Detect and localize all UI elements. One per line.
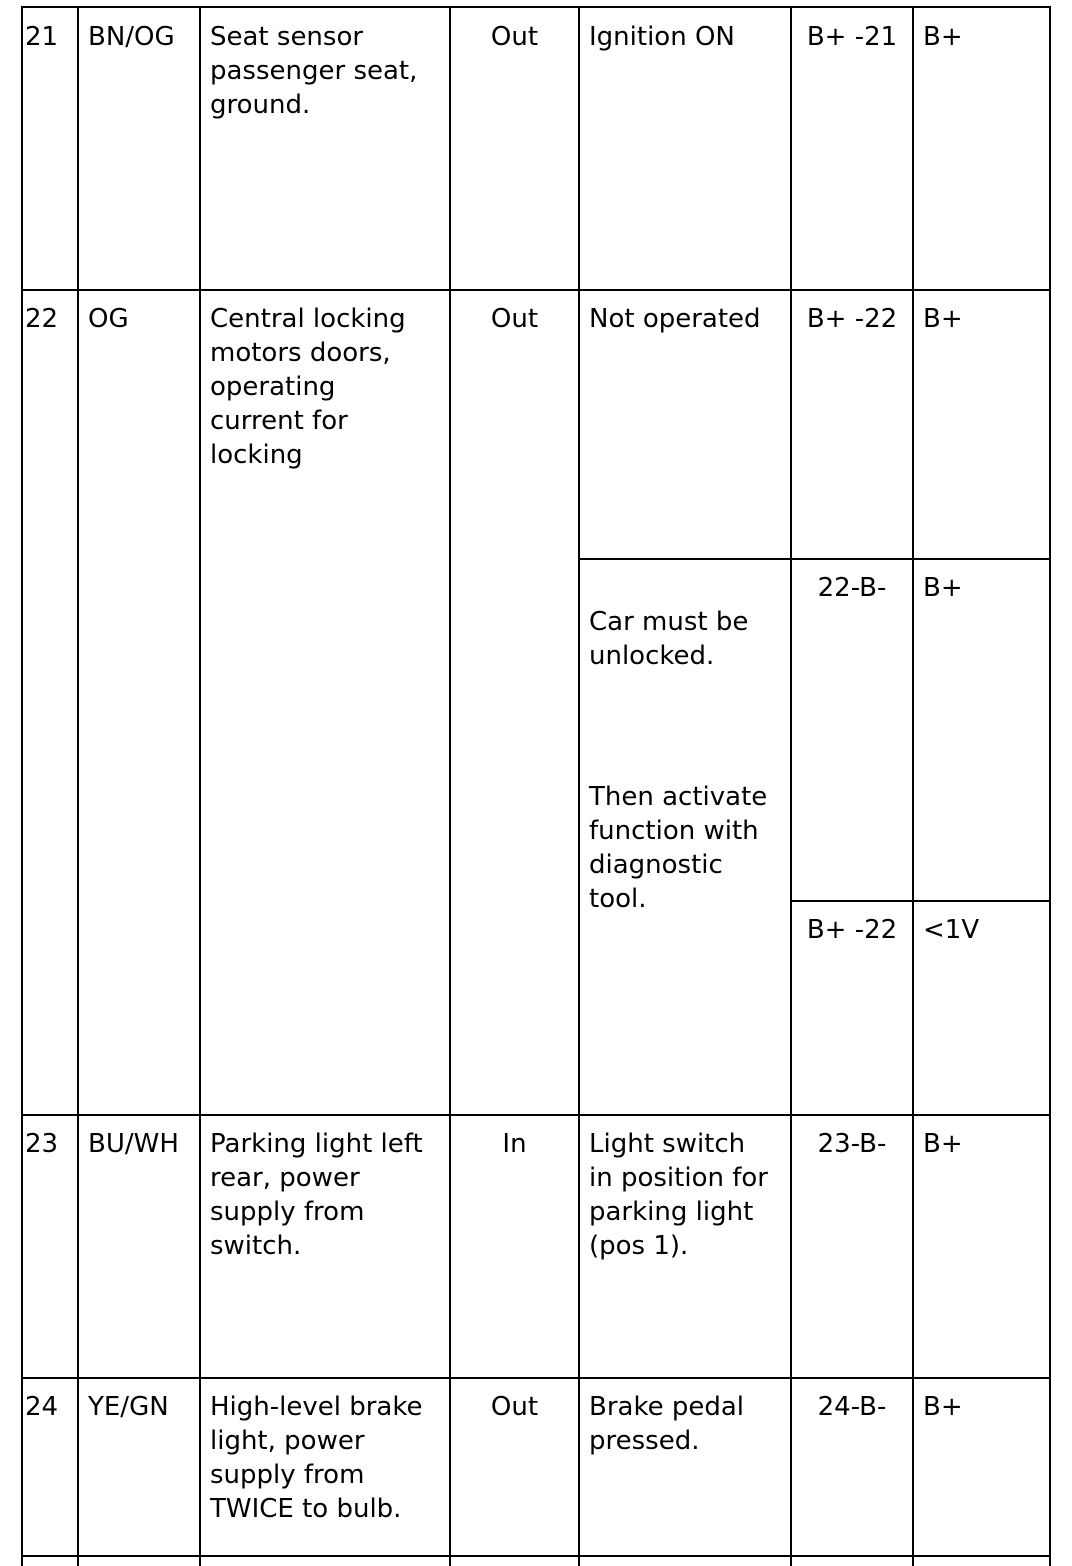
wire-color: OG <box>88 304 129 334</box>
pin-number: 21 <box>25 22 59 52</box>
table-border-left <box>21 6 23 1566</box>
pin-number: 22 <box>25 304 59 334</box>
pin-description: Seat sensor passenger seat, ground. <box>210 22 418 120</box>
table-border-bottom <box>21 1555 1051 1557</box>
measure-points: 22-B- <box>817 573 887 603</box>
table-border-top <box>21 6 1051 8</box>
column-divider <box>199 6 201 1566</box>
row-divider <box>21 1377 1051 1379</box>
test-condition: Ignition ON <box>589 22 735 52</box>
measure-points: B+ -22 <box>806 915 898 945</box>
expected-value: B+ <box>923 573 963 603</box>
expected-value: B+ <box>923 22 963 52</box>
test-condition: Light switch in position for parking light (pos 1). <box>589 1129 768 1261</box>
condition-paragraph: Then activate function with diagnostic tool. <box>589 782 768 914</box>
condition-paragraph: Car must be unlocked. <box>589 607 749 671</box>
expected-value: <1V <box>923 915 980 945</box>
signal-direction: Out <box>490 1392 539 1422</box>
signal-direction: Out <box>490 22 539 52</box>
signal-direction: Out <box>490 304 539 334</box>
column-divider <box>77 6 79 1566</box>
pin-description: Parking light left rear, power supply from switch. <box>210 1129 423 1261</box>
table-border-right <box>1049 6 1051 1566</box>
row-divider <box>578 558 1051 560</box>
expected-value: B+ <box>923 1392 963 1422</box>
pin-description: High-level brake light, power supply from TWICE to bulb. <box>210 1392 423 1524</box>
pin-description: Central locking motors doors, operating current for locking <box>210 304 406 470</box>
test-condition <box>589 571 767 950</box>
row-divider <box>21 289 1051 291</box>
pin-number: 24 <box>25 1392 59 1422</box>
measure-points: 24-B- <box>817 1392 887 1422</box>
wire-color: BU/WH <box>88 1129 179 1159</box>
signal-direction: In <box>502 1129 527 1159</box>
expected-value: B+ <box>923 1129 963 1159</box>
column-divider <box>790 6 792 1566</box>
column-divider <box>449 6 451 1566</box>
row-divider <box>21 1114 1051 1116</box>
wire-color: BN/OG <box>88 22 175 52</box>
test-condition: Brake pedal pressed. <box>589 1392 745 1456</box>
measure-points: 23-B- <box>817 1129 887 1159</box>
row-divider <box>790 900 1051 902</box>
column-divider <box>578 6 580 1566</box>
test-condition: Not operated <box>589 304 761 334</box>
measure-points: B+ -22 <box>806 304 898 334</box>
measure-points: B+ -21 <box>806 22 898 52</box>
column-divider <box>912 6 914 1566</box>
expected-value: B+ <box>923 304 963 334</box>
wire-color: YE/GN <box>88 1392 169 1422</box>
pin-number: 23 <box>25 1129 59 1159</box>
